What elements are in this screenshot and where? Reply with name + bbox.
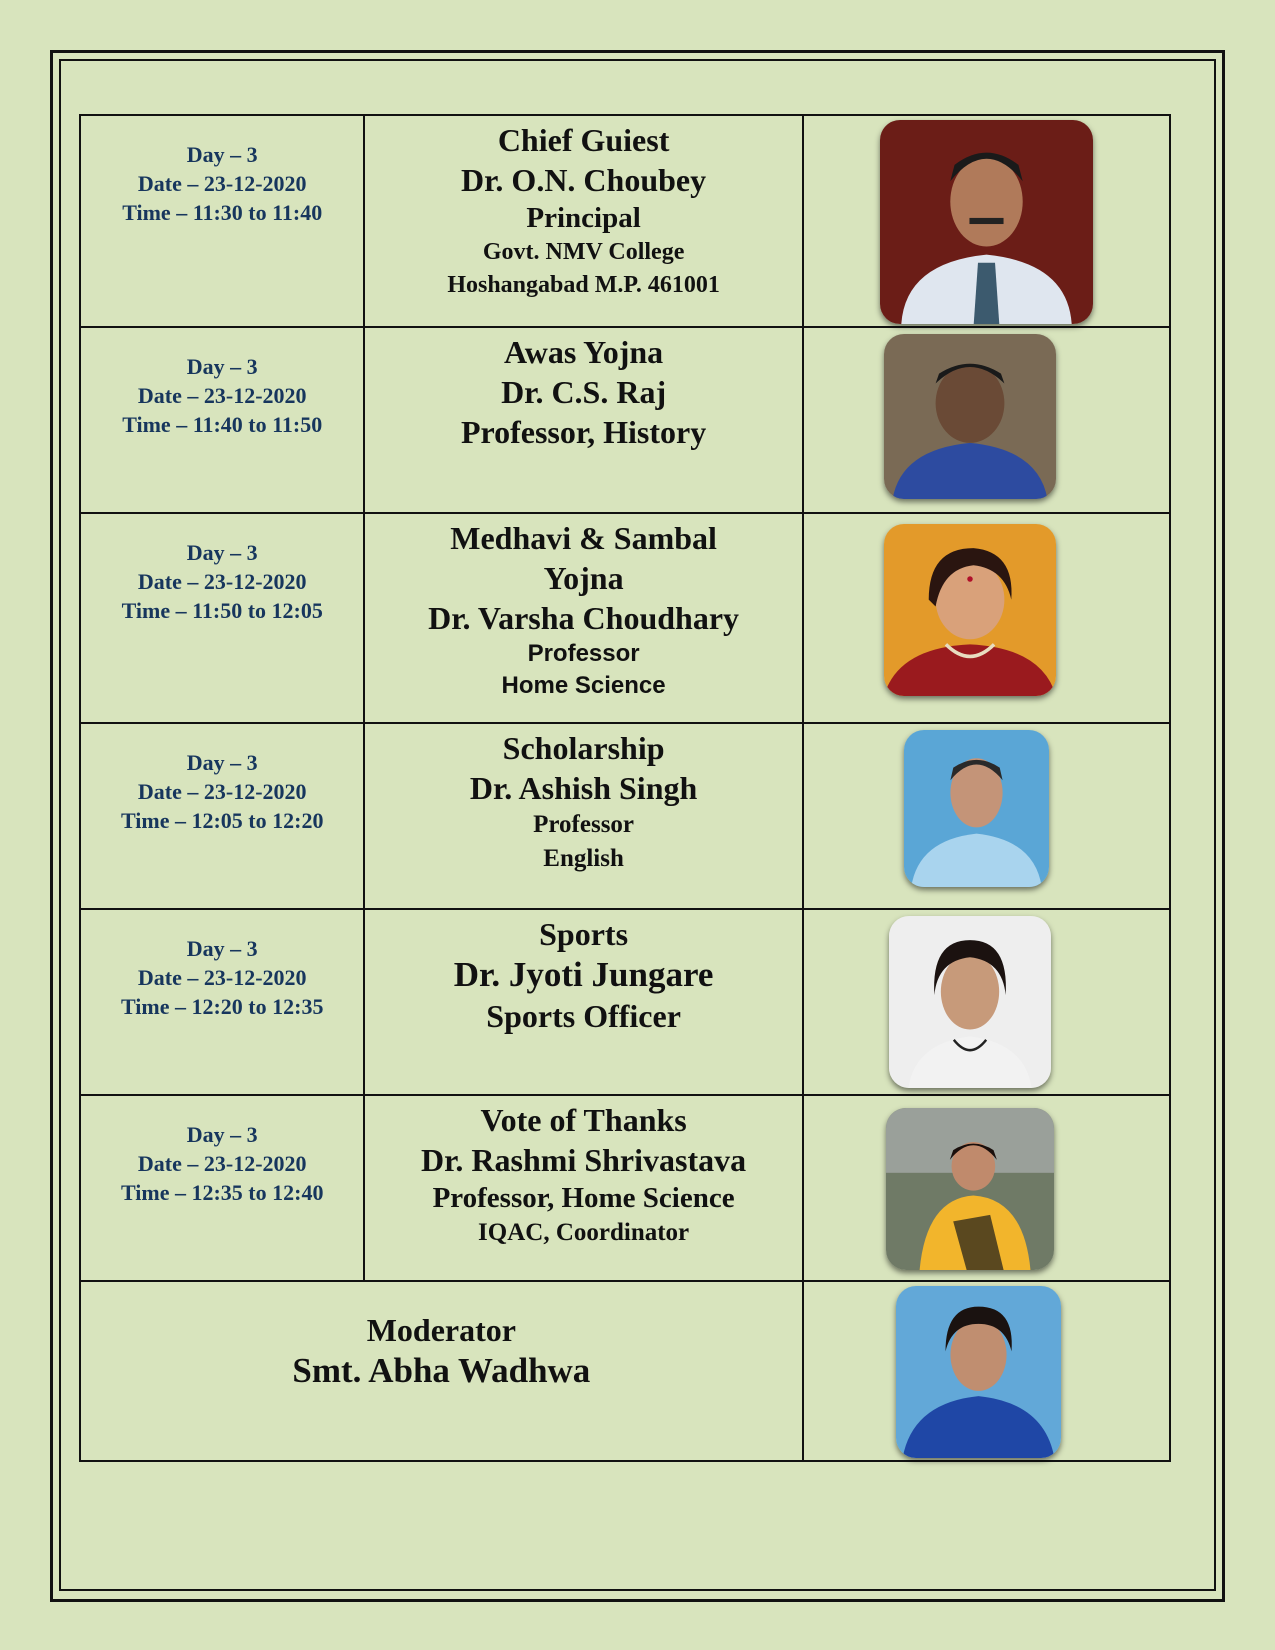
speaker-cell bbox=[364, 115, 802, 327]
speaker-photo bbox=[880, 120, 1093, 324]
schedule-cell bbox=[80, 723, 364, 909]
date-label: Date – 23-12-2020 bbox=[137, 171, 307, 196]
speaker-name: Dr. C.S. Raj bbox=[501, 374, 667, 410]
speaker-cell bbox=[364, 1095, 802, 1281]
date-label: Date – 23-12-2020 bbox=[137, 1151, 307, 1176]
session-title-cont: Yojna bbox=[543, 560, 624, 596]
speaker-name: Dr. Jyoti Jungare bbox=[453, 955, 714, 994]
day-label: Day – 3 bbox=[186, 540, 258, 565]
moderator-label: Moderator bbox=[366, 1312, 516, 1348]
schedule-cell bbox=[80, 909, 364, 1095]
speaker-cell bbox=[364, 327, 802, 513]
speaker-designation: Principal bbox=[526, 202, 641, 234]
speaker-department: Home Science bbox=[501, 672, 666, 699]
moderator-photo bbox=[896, 1286, 1061, 1458]
schedule-cell bbox=[80, 115, 364, 327]
person-icon bbox=[904, 730, 1049, 887]
speaker-photo bbox=[889, 916, 1051, 1088]
table-row bbox=[80, 513, 1170, 723]
session-title: Medhavi & Sambal bbox=[450, 520, 717, 556]
table-row bbox=[80, 115, 1170, 327]
table-row bbox=[80, 909, 1170, 1095]
speaker-designation: Professor, History bbox=[460, 414, 707, 450]
speaker-designation: Professor bbox=[533, 811, 635, 838]
schedule-cell bbox=[80, 327, 364, 513]
photo-cell bbox=[803, 513, 1170, 723]
speaker-name: Dr. O.N. Choubey bbox=[461, 162, 707, 198]
speaker-photo bbox=[904, 730, 1049, 887]
date-label: Date – 23-12-2020 bbox=[137, 965, 307, 990]
speaker-photo bbox=[884, 524, 1056, 696]
photo-cell bbox=[803, 909, 1170, 1095]
day-label: Day – 3 bbox=[186, 354, 258, 379]
speaker-name: Dr. Rashmi Shrivastava bbox=[421, 1142, 747, 1178]
time-label: Time – 11:30 to 11:40 bbox=[122, 200, 323, 225]
moderator-name: Smt. Abha Wadhwa bbox=[292, 1351, 591, 1390]
date-label: Date – 23-12-2020 bbox=[137, 779, 307, 804]
session-title: Sports bbox=[539, 916, 629, 952]
moderator-cell bbox=[80, 1281, 803, 1461]
speaker-name: Dr. Ashish Singh bbox=[469, 770, 698, 806]
date-label: Date – 23-12-2020 bbox=[137, 569, 307, 594]
day-label: Day – 3 bbox=[186, 1122, 258, 1147]
speaker-department: English bbox=[543, 845, 624, 872]
person-icon bbox=[889, 916, 1051, 1088]
speaker-address: Hoshangabad M.P. 461001 bbox=[447, 272, 720, 298]
table-row bbox=[80, 327, 1170, 513]
schedule-cell bbox=[80, 513, 364, 723]
person-icon bbox=[884, 524, 1056, 696]
photo-cell bbox=[803, 723, 1170, 909]
session-title: Chief Guiest bbox=[497, 122, 670, 158]
speaker-designation: Sports Officer bbox=[486, 998, 681, 1034]
person-icon bbox=[884, 334, 1056, 499]
speaker-name: Dr. Varsha Choudhary bbox=[428, 600, 740, 636]
person-icon bbox=[896, 1286, 1061, 1458]
date-label: Date – 23-12-2020 bbox=[137, 383, 307, 408]
time-label: Time – 12:05 to 12:20 bbox=[121, 808, 324, 833]
speaker-photo bbox=[886, 1108, 1054, 1270]
schedule-cell bbox=[80, 1095, 364, 1281]
time-label: Time – 12:35 to 12:40 bbox=[121, 1180, 324, 1205]
speaker-designation: Professor bbox=[527, 640, 640, 667]
person-icon bbox=[886, 1108, 1054, 1270]
speaker-designation: Professor, Home Science bbox=[432, 1182, 735, 1214]
photo-cell bbox=[803, 115, 1170, 327]
time-label: Time – 11:50 to 12:05 bbox=[121, 598, 323, 623]
speaker-cell bbox=[364, 723, 802, 909]
speaker-institution: Govt. NMV College bbox=[482, 239, 685, 265]
time-label: Time – 12:20 to 12:35 bbox=[121, 994, 324, 1019]
day-label: Day – 3 bbox=[186, 142, 258, 167]
table-row bbox=[80, 723, 1170, 909]
speaker-cell bbox=[364, 513, 802, 723]
speaker-photo bbox=[884, 334, 1056, 499]
photo-cell bbox=[803, 327, 1170, 513]
table-row bbox=[80, 1281, 1170, 1461]
speaker-role: IQAC, Coordinator bbox=[478, 1219, 690, 1246]
table-row bbox=[80, 1095, 1170, 1281]
session-title: Awas Yojna bbox=[504, 334, 664, 370]
person-icon bbox=[880, 120, 1093, 324]
time-label: Time – 11:40 to 11:50 bbox=[122, 412, 323, 437]
day-label: Day – 3 bbox=[186, 750, 258, 775]
day-label: Day – 3 bbox=[186, 936, 258, 961]
photo-cell bbox=[803, 1281, 1170, 1461]
photo-cell bbox=[803, 1095, 1170, 1281]
schedule-table bbox=[79, 114, 1171, 1462]
speaker-cell bbox=[364, 909, 802, 1095]
session-title: Scholarship bbox=[502, 730, 665, 766]
session-title: Vote of Thanks bbox=[480, 1102, 687, 1138]
